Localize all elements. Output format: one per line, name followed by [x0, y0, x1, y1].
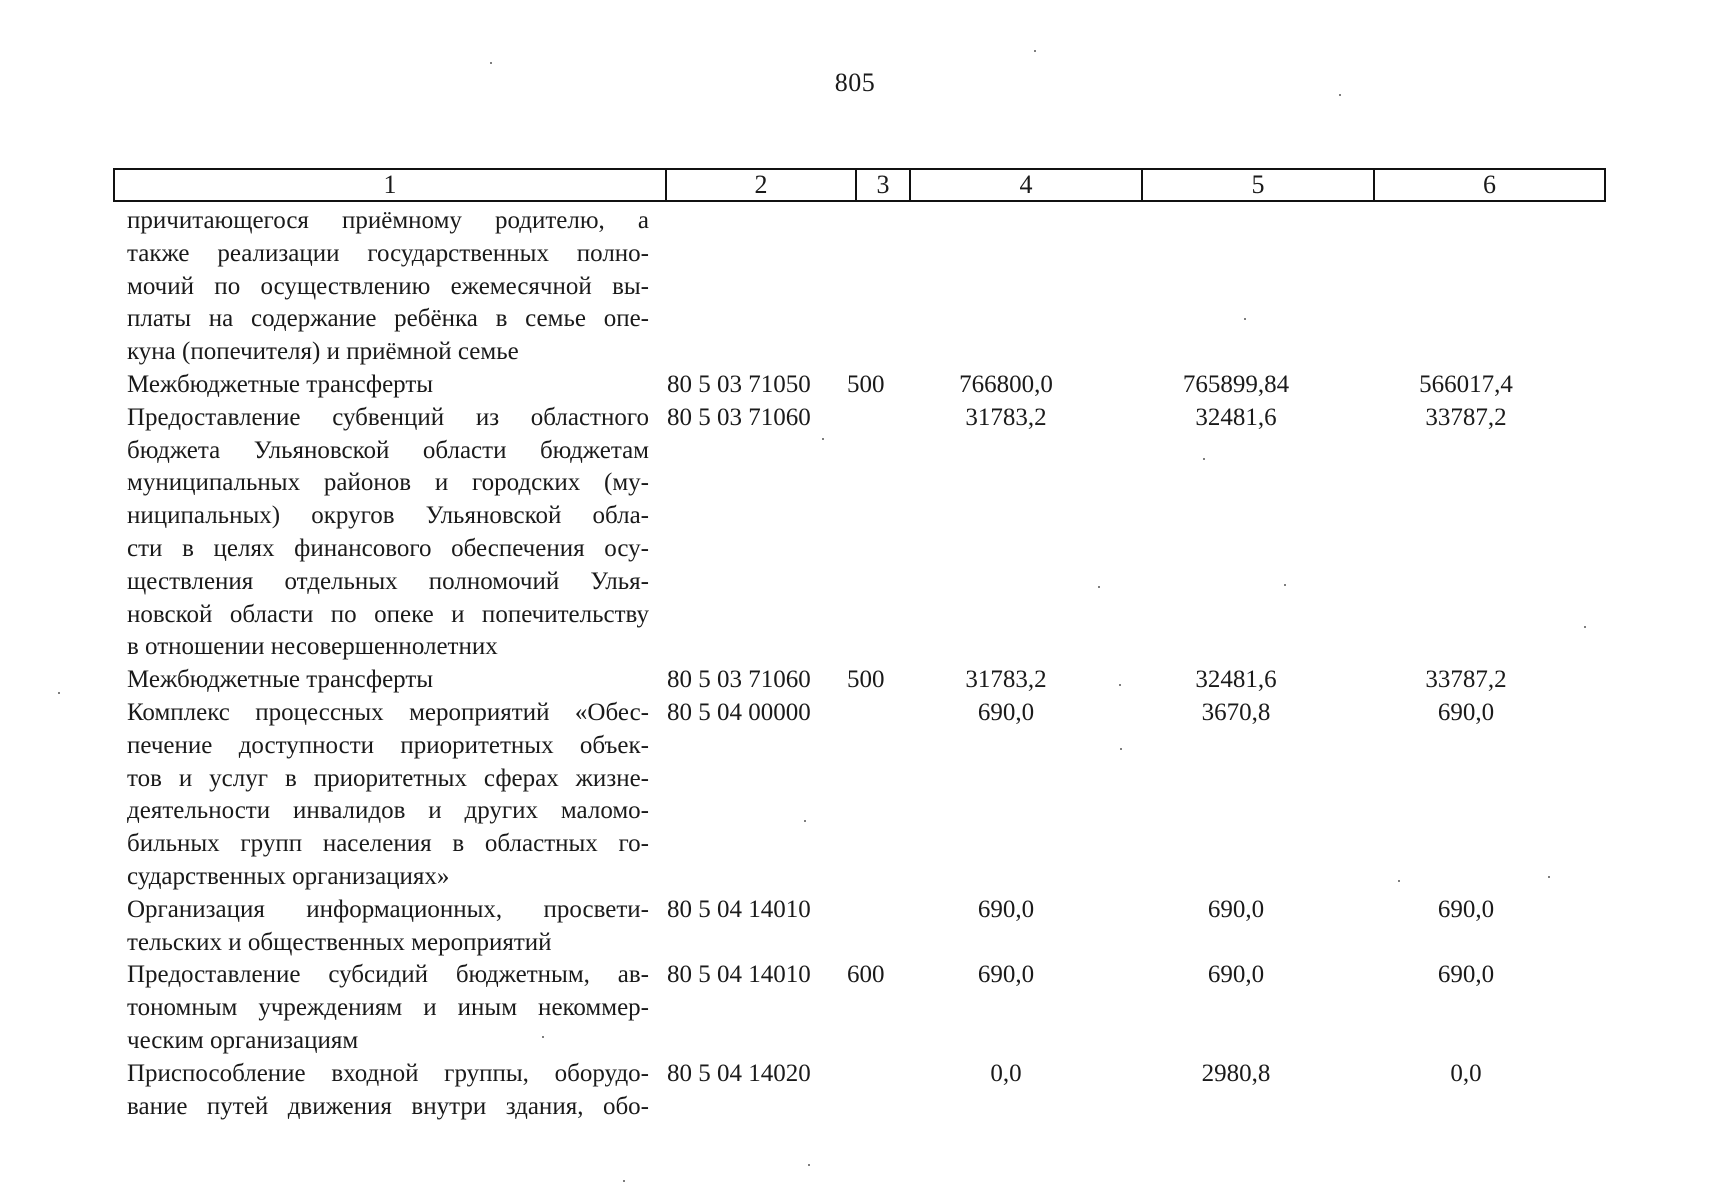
row-code: 80 5 03 71060 [667, 403, 811, 431]
table-row [113, 369, 1610, 402]
description-line: ниципальных) округов Ульяновской обла- [127, 502, 649, 530]
table-row [113, 402, 1610, 664]
scan-speck [1398, 880, 1400, 882]
scan-speck [490, 62, 492, 64]
scan-speck [1034, 50, 1036, 52]
scan-speck [1119, 684, 1121, 686]
row-expense-type: 500 [847, 666, 885, 694]
description-line: тельских и общественных мероприятий [127, 928, 552, 956]
description-line: Межбюджетные трансферты [127, 370, 434, 398]
row-value-col5: 3670,8 [1201, 698, 1271, 726]
row-value-col6: 690,0 [1437, 698, 1495, 726]
description-line: печение доступности приоритетных объек- [127, 731, 649, 759]
description-line: в отношении несовершеннолетних [127, 633, 498, 661]
description-line: куна (попечителя) и приёмной семье [127, 338, 519, 366]
header-col-3: 3 [856, 169, 910, 201]
row-expense-type [839, 1058, 891, 1124]
row-description [113, 697, 649, 894]
description-line: Межбюджетные трансферты [127, 666, 434, 694]
row-description [113, 959, 649, 1057]
row-code: 80 5 04 14020 [667, 1059, 811, 1087]
row-description [113, 1058, 649, 1124]
description-line: причитающегося приёмному родителю, а [127, 207, 649, 234]
row-value-col5 [1121, 205, 1351, 369]
scan-speck [623, 1180, 625, 1182]
row-expense-type [839, 894, 891, 960]
row-description [113, 894, 649, 960]
row-value-col5: 690,0 [1207, 895, 1265, 923]
row-value-col6: 33787,2 [1425, 403, 1507, 431]
header-col-4: 4 [910, 169, 1142, 201]
row-code [649, 205, 839, 369]
description-line: ществления отдельных полномочий Улья- [127, 567, 649, 595]
row-value-col6: 690,0 [1437, 961, 1495, 989]
scan-speck [1098, 586, 1100, 588]
header-col-2: 2 [666, 169, 856, 201]
description-line: бюджета Ульяновской области бюджетам [127, 436, 649, 464]
row-value-col5: 765899,84 [1182, 370, 1290, 398]
row-value-col5: 2980,8 [1201, 1059, 1271, 1087]
row-value-col5: 32481,6 [1195, 403, 1277, 431]
row-value-col4: 690,0 [977, 698, 1035, 726]
row-description [113, 369, 649, 402]
scan-speck [1203, 458, 1205, 460]
row-value-col6 [1351, 205, 1581, 369]
table-row [113, 1058, 1610, 1124]
scan-speck [1548, 876, 1550, 878]
scan-speck [1244, 318, 1246, 320]
row-description [113, 664, 649, 697]
row-value-col4 [891, 205, 1121, 369]
table-row [113, 894, 1610, 960]
scan-speck [822, 438, 824, 440]
scan-speck [58, 692, 60, 694]
row-value-col4: 690,0 [977, 961, 1035, 989]
description-line: Предоставление субвенций из областного [127, 403, 649, 431]
description-line: тов и услуг в приоритетных сферах жизне- [127, 764, 649, 792]
row-code: 80 5 03 71060 [667, 666, 811, 694]
row-value-col6: 33787,2 [1425, 666, 1507, 694]
description-line: также реализации государственных полно- [127, 239, 649, 267]
row-expense-type [839, 697, 891, 894]
row-value-col4: 0,0 [990, 1059, 1022, 1087]
description-line: вание путей движения внутри здания, обо- [127, 1092, 649, 1120]
header-col-1: 1 [114, 169, 666, 201]
description-line: тономным учреждениям и иным некоммер- [127, 994, 649, 1022]
scan-speck [808, 1164, 810, 1166]
description-line: новской области по опеке и попечительству [127, 600, 649, 628]
row-value-col6: 566017,4 [1419, 370, 1513, 398]
description-line: Организация информационных, просвети- [127, 895, 649, 923]
header-col-5: 5 [1142, 169, 1374, 201]
description-line: мочий по осуществлению ежемесячной вы- [127, 272, 649, 300]
row-expense-type: 600 [847, 961, 885, 989]
description-line: платы на содержание ребёнка в семье опе- [127, 305, 649, 333]
scan-speck [542, 1036, 544, 1038]
scan-speck [1120, 748, 1122, 750]
row-value-col5: 32481,6 [1195, 666, 1277, 694]
table-row [113, 697, 1610, 894]
row-value-col6: 690,0 [1437, 895, 1495, 923]
scan-speck [1584, 626, 1586, 628]
row-code: 80 5 03 71050 [667, 370, 811, 398]
row-value-col4: 766800,0 [959, 370, 1053, 398]
description-line: сударственных организациях» [127, 862, 450, 890]
page-number: 805 [834, 68, 876, 97]
description-line: Приспособление входной группы, оборудо- [127, 1059, 649, 1087]
description-line: бильных групп населения в областных го- [127, 830, 649, 858]
description-line: Предоставление субсидий бюджетным, ав- [127, 961, 649, 989]
row-expense-type [839, 205, 891, 369]
table-body [113, 205, 1610, 1123]
scan-speck [1284, 584, 1286, 586]
row-value-col4: 31783,2 [965, 403, 1047, 431]
header-col-6: 6 [1374, 169, 1605, 201]
row-expense-type: 500 [847, 370, 885, 398]
row-value-col4: 690,0 [977, 895, 1035, 923]
scan-speck [804, 820, 806, 822]
description-line: сти в целях финансового обеспечения осу- [127, 534, 649, 562]
description-line: муниципальных районов и городских (му- [127, 469, 649, 497]
row-value-col5: 690,0 [1207, 961, 1265, 989]
row-expense-type [839, 402, 891, 664]
table-header [113, 168, 1606, 202]
row-description [113, 402, 649, 664]
row-description [113, 205, 649, 369]
row-value-col4: 31783,2 [965, 666, 1047, 694]
row-code: 80 5 04 14010 [667, 961, 811, 989]
table-row [113, 205, 1610, 369]
table-row [113, 664, 1610, 697]
scan-speck [1339, 94, 1341, 96]
description-line: Комплекс процессных мероприятий «Обес- [127, 698, 649, 726]
description-line: ческим организациям [127, 1026, 359, 1054]
description-line: деятельности инвалидов и других маломо- [127, 797, 649, 825]
table-row [113, 959, 1610, 1057]
row-code: 80 5 04 00000 [667, 698, 811, 726]
row-value-col6: 0,0 [1450, 1059, 1482, 1087]
row-code: 80 5 04 14010 [667, 895, 811, 923]
